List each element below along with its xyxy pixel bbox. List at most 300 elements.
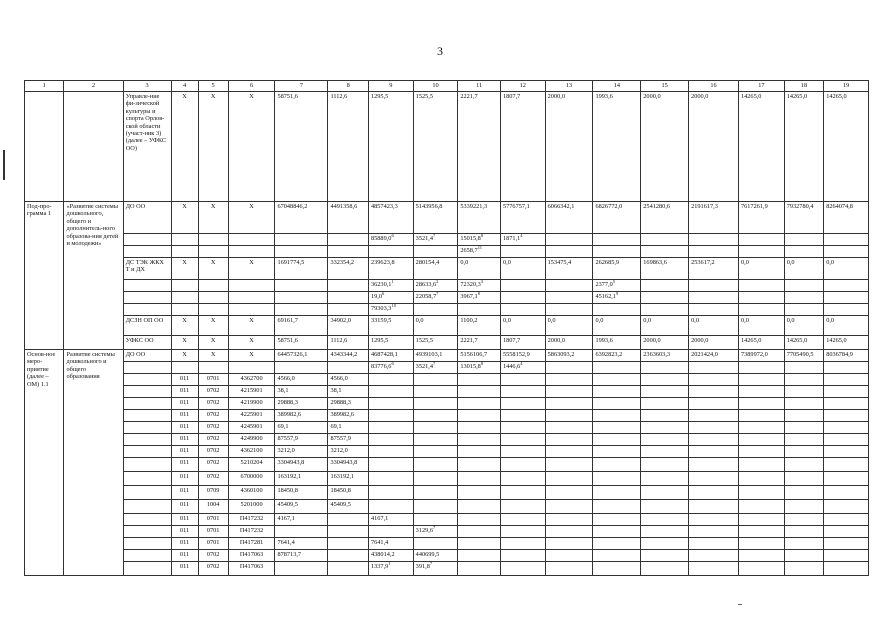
executor-cell — [123, 292, 171, 304]
cell-value: «Развитие системы дошкольного, общего и дополнитель-ного образова-ния детей и молодежи» — [66, 203, 119, 248]
value-cell — [413, 486, 458, 500]
value-cell — [545, 202, 593, 234]
cell-value: 87557,9 — [330, 435, 351, 442]
cell-value: 011 — [179, 515, 190, 522]
table-row — [25, 422, 869, 434]
cell-value: 14265,0 — [826, 93, 847, 100]
cell-value: 011 — [179, 435, 190, 442]
cell-value: 1446,6 — [502, 363, 521, 370]
value-cell — [500, 336, 545, 350]
column-header — [64, 81, 123, 92]
column-header — [368, 81, 413, 92]
cell-value: 0701 — [206, 375, 220, 382]
value-cell — [593, 514, 641, 526]
value-cell — [500, 202, 545, 234]
value-cell — [368, 202, 413, 234]
column-number-row — [25, 81, 869, 92]
value-cell — [545, 458, 593, 472]
value-cell — [545, 362, 593, 374]
value-cell — [500, 92, 545, 202]
executor-cell — [123, 258, 171, 280]
value-cell — [328, 398, 369, 410]
value-cell — [593, 398, 641, 410]
value-cell — [413, 434, 458, 446]
value-cell — [228, 398, 275, 410]
value-cell — [689, 304, 739, 316]
value-cell — [500, 374, 545, 386]
value-cell — [275, 486, 328, 500]
value-cell — [275, 92, 328, 202]
cell-value: 011 — [179, 487, 190, 494]
cell-value: 2377,0 — [595, 281, 613, 288]
value-cell — [641, 92, 689, 202]
value-cell — [500, 458, 545, 472]
value-cell — [545, 92, 593, 202]
value-cell — [593, 336, 641, 350]
value-cell — [689, 246, 739, 258]
cell-value: 2221,7 — [460, 337, 478, 344]
value-cell — [368, 446, 413, 458]
table-row — [25, 292, 869, 304]
column-header — [545, 81, 593, 92]
cell-value: 0702 — [206, 459, 220, 466]
value-cell — [458, 526, 501, 538]
value-cell — [738, 386, 784, 398]
value-cell — [689, 258, 739, 280]
cell-value: 18 — [800, 82, 808, 89]
value-cell — [500, 386, 545, 398]
page-number: 3 — [437, 44, 443, 58]
column-header — [198, 81, 228, 92]
value-cell — [328, 350, 369, 362]
value-cell — [500, 234, 545, 246]
cell-value: 4687428,1 — [370, 351, 398, 358]
cell-value: X — [182, 351, 187, 358]
value-cell — [275, 258, 328, 280]
value-cell — [738, 304, 784, 316]
cell-value: 0702 — [206, 551, 220, 558]
value-cell — [689, 514, 739, 526]
value-cell — [545, 316, 593, 336]
value-cell — [275, 422, 328, 434]
value-cell — [641, 514, 689, 526]
cell-value: 4566,0 — [330, 375, 348, 382]
value-cell — [784, 280, 823, 292]
value-cell — [275, 538, 328, 550]
column-header — [689, 81, 739, 92]
footnote-ref: 4 — [520, 361, 523, 366]
value-cell — [198, 336, 228, 350]
value-cell — [641, 304, 689, 316]
value-cell — [458, 362, 501, 374]
value-cell — [171, 562, 198, 576]
value-cell — [689, 422, 739, 434]
value-cell — [738, 280, 784, 292]
value-cell — [738, 458, 784, 472]
value-cell — [641, 434, 689, 446]
value-cell — [171, 234, 198, 246]
value-cell — [784, 246, 823, 258]
value-cell — [593, 362, 641, 374]
executor-cell — [123, 562, 171, 576]
program-cell — [25, 202, 64, 350]
value-cell — [784, 386, 823, 398]
value-cell — [545, 374, 593, 386]
value-cell — [500, 434, 545, 446]
column-header — [328, 81, 369, 92]
cell-value: 4491358,6 — [330, 203, 358, 210]
cell-value: 011 — [179, 551, 190, 558]
footnote-ref: 8 — [480, 361, 484, 366]
value-cell — [275, 410, 328, 422]
value-cell — [500, 350, 545, 362]
value-cell — [171, 486, 198, 500]
value-cell — [593, 374, 641, 386]
value-cell — [738, 336, 784, 350]
value-cell — [784, 316, 823, 336]
value-cell — [458, 550, 501, 562]
value-cell — [171, 350, 198, 362]
value-cell — [368, 292, 413, 304]
table-row — [25, 472, 869, 486]
value-cell — [328, 374, 369, 386]
value-cell — [228, 336, 275, 350]
value-cell — [458, 234, 501, 246]
executor-cell — [123, 446, 171, 458]
cell-value: П417281 — [239, 539, 264, 546]
value-cell — [738, 562, 784, 576]
cell-value: 0,0 — [547, 317, 556, 324]
value-cell — [198, 246, 228, 258]
cell-value: 280154,4 — [415, 259, 440, 266]
value-cell — [545, 486, 593, 500]
cell-value: 0702 — [206, 399, 220, 406]
value-cell — [593, 458, 641, 472]
cell-value: 3521,4 — [415, 363, 433, 370]
value-cell — [328, 472, 369, 486]
footnote-ref: 10 — [391, 303, 396, 308]
executor-cell — [123, 386, 171, 398]
value-cell — [228, 234, 275, 246]
cell-value: 29888,3 — [277, 399, 298, 406]
value-cell — [689, 410, 739, 422]
program-title-cell — [64, 202, 123, 350]
value-cell — [198, 514, 228, 526]
value-cell — [545, 398, 593, 410]
value-cell — [500, 258, 545, 280]
cell-value: 2363603,3 — [643, 351, 671, 358]
executor-cell — [123, 316, 171, 336]
cell-value: 4857423,3 — [370, 203, 398, 210]
cell-value: 262685,9 — [595, 259, 620, 266]
value-cell — [784, 398, 823, 410]
value-cell — [593, 538, 641, 550]
cell-value: 153475,4 — [547, 259, 572, 266]
cell-value: 16 — [710, 82, 717, 89]
value-cell — [198, 446, 228, 458]
value-cell — [784, 458, 823, 472]
footnote-ref: 1 — [388, 561, 391, 566]
value-cell — [413, 234, 458, 246]
value-cell — [641, 526, 689, 538]
value-cell — [171, 472, 198, 486]
value-cell — [368, 246, 413, 258]
value-cell — [784, 526, 823, 538]
cell-value: 4167,1 — [277, 515, 295, 522]
program-cell — [25, 350, 64, 576]
value-cell — [171, 258, 198, 280]
value-cell — [368, 258, 413, 280]
value-cell — [784, 446, 823, 458]
value-cell — [784, 410, 823, 422]
value-cell — [824, 550, 869, 562]
value-cell — [328, 202, 369, 234]
value-cell — [171, 92, 198, 202]
cell-value: X — [182, 203, 187, 210]
cell-value: 34902,0 — [330, 317, 351, 324]
executor-cell — [123, 550, 171, 562]
cell-value: 0702 — [206, 563, 220, 570]
value-cell — [689, 398, 739, 410]
value-cell — [275, 398, 328, 410]
value-cell — [545, 538, 593, 550]
footnote-ref: 8 — [477, 291, 480, 296]
footnote-ref: 6 — [391, 361, 394, 366]
value-cell — [641, 410, 689, 422]
value-cell — [368, 562, 413, 576]
value-cell — [500, 500, 545, 514]
cell-value: 7641,4 — [277, 539, 295, 546]
column-header — [641, 81, 689, 92]
value-cell — [824, 386, 869, 398]
value-cell — [824, 446, 869, 458]
cell-value: 4215901 — [240, 387, 263, 394]
cell-value: 5201000 — [240, 501, 263, 508]
value-cell — [413, 292, 458, 304]
table-row — [25, 336, 869, 350]
column-header — [413, 81, 458, 92]
value-cell — [458, 202, 501, 234]
cell-value: 4249900 — [240, 435, 263, 442]
executor-cell — [123, 374, 171, 386]
value-cell — [171, 526, 198, 538]
cell-value: 878713,7 — [277, 551, 302, 558]
value-cell — [641, 562, 689, 576]
value-cell — [545, 550, 593, 562]
value-cell — [413, 258, 458, 280]
value-cell — [500, 398, 545, 410]
cell-value: 67048846,2 — [277, 203, 308, 210]
value-cell — [368, 514, 413, 526]
value-cell — [500, 304, 545, 316]
cell-value: 8 — [346, 82, 350, 89]
cell-value: 14265,0 — [786, 337, 808, 344]
value-cell — [458, 458, 501, 472]
value-cell — [171, 458, 198, 472]
value-cell — [593, 246, 641, 258]
value-cell — [824, 458, 869, 472]
value-cell — [593, 472, 641, 486]
value-cell — [593, 446, 641, 458]
value-cell — [824, 362, 869, 374]
value-cell — [593, 258, 641, 280]
value-cell — [328, 514, 369, 526]
cell-value: 29888,3 — [330, 399, 351, 406]
table-row — [25, 500, 869, 514]
value-cell — [275, 472, 328, 486]
footnote-ref: 6 — [391, 233, 394, 238]
value-cell — [738, 202, 784, 234]
cell-value: 2221,7 — [460, 93, 478, 100]
value-cell — [228, 246, 275, 258]
value-cell — [328, 434, 369, 446]
program-title-cell — [64, 350, 123, 576]
value-cell — [328, 446, 369, 458]
value-cell — [413, 280, 458, 292]
value-cell — [689, 500, 739, 514]
value-cell — [368, 486, 413, 500]
cell-value: 2191617,3 — [691, 203, 718, 210]
value-cell — [328, 386, 369, 398]
cell-value: X — [249, 93, 254, 100]
cell-value: 13 — [565, 82, 573, 89]
value-cell — [500, 246, 545, 258]
cell-value: 7932780,4 — [786, 203, 814, 210]
value-cell — [275, 292, 328, 304]
value-cell — [458, 410, 501, 422]
cell-value: 79303,3 — [370, 305, 392, 312]
executor-cell — [123, 92, 171, 202]
table-row — [25, 316, 869, 336]
value-cell — [784, 258, 823, 280]
cell-value: 4245901 — [240, 423, 263, 430]
value-cell — [458, 374, 501, 386]
cell-value: 0,0 — [415, 317, 424, 324]
cell-value: 45409,5 — [277, 501, 298, 508]
cell-value: Основ-ное меро-приятие (далее – ОМ) 1.1 — [27, 351, 56, 388]
value-cell — [593, 410, 641, 422]
value-cell — [171, 514, 198, 526]
value-cell — [738, 526, 784, 538]
cell-value: 17 — [758, 82, 765, 89]
value-cell — [689, 202, 739, 234]
value-cell — [171, 362, 198, 374]
cell-value: 19,0 — [370, 293, 383, 300]
value-cell — [824, 350, 869, 362]
value-cell — [413, 202, 458, 234]
value-cell — [593, 386, 641, 398]
cell-value: X — [210, 337, 216, 344]
value-cell — [275, 280, 328, 292]
value-cell — [641, 292, 689, 304]
footnote-ref: 3 — [480, 279, 484, 284]
value-cell — [228, 292, 275, 304]
value-cell — [689, 386, 739, 398]
value-cell — [198, 472, 228, 486]
value-cell — [328, 550, 369, 562]
value-cell — [198, 202, 228, 234]
cell-value: 45162,1 — [595, 293, 616, 300]
cell-value: 85889,0 — [370, 235, 392, 242]
value-cell — [368, 526, 413, 538]
value-cell — [738, 500, 784, 514]
value-cell — [275, 362, 328, 374]
value-cell — [689, 538, 739, 550]
value-cell — [500, 422, 545, 434]
column-header — [824, 81, 869, 92]
cell-value: 0709 — [206, 487, 220, 494]
value-cell — [198, 538, 228, 550]
value-cell — [275, 374, 328, 386]
cell-value: УФКС ОО — [125, 337, 154, 344]
value-cell — [824, 292, 869, 304]
value-cell — [824, 500, 869, 514]
value-cell — [328, 292, 369, 304]
cell-value: ДС ТЭК ЖКХ Т и ДХ — [125, 259, 164, 274]
value-cell — [689, 446, 739, 458]
cell-value: 9 — [389, 82, 393, 89]
table-row — [25, 526, 869, 538]
value-cell — [784, 486, 823, 500]
value-cell — [368, 316, 413, 336]
value-cell — [228, 202, 275, 234]
value-cell — [413, 562, 458, 576]
value-cell — [368, 538, 413, 550]
cell-value: 169863,6 — [643, 259, 667, 266]
empty-cell — [25, 92, 64, 202]
value-cell — [198, 398, 228, 410]
value-cell — [228, 526, 275, 538]
value-cell — [593, 92, 641, 202]
value-cell — [545, 258, 593, 280]
value-cell — [368, 458, 413, 472]
value-cell — [413, 446, 458, 458]
table-row — [25, 398, 869, 410]
value-cell — [500, 538, 545, 550]
table-row — [25, 410, 869, 422]
value-cell — [413, 422, 458, 434]
value-cell — [171, 336, 198, 350]
value-cell — [198, 386, 228, 398]
cell-value: 332354,2 — [330, 259, 355, 266]
value-cell — [458, 386, 501, 398]
value-cell — [228, 550, 275, 562]
value-cell — [641, 500, 689, 514]
cell-value: П417232 — [239, 527, 264, 534]
cell-value: 58751,6 — [277, 93, 298, 100]
value-cell — [824, 514, 869, 526]
cell-value: 5156106,7 — [460, 351, 488, 358]
executor-cell — [123, 472, 171, 486]
value-cell — [784, 374, 823, 386]
value-cell — [689, 280, 739, 292]
value-cell — [458, 280, 501, 292]
table-row — [25, 434, 869, 446]
value-cell — [593, 234, 641, 246]
value-cell — [500, 514, 545, 526]
executor-cell — [123, 304, 171, 316]
cell-value: 0701 — [206, 539, 220, 546]
value-cell — [738, 292, 784, 304]
cell-value: 1525,5 — [415, 93, 433, 100]
cell-value: 011 — [179, 563, 190, 570]
cell-value: 69161,7 — [277, 317, 298, 324]
value-cell — [784, 500, 823, 514]
value-cell — [171, 538, 198, 550]
value-cell — [500, 316, 545, 336]
value-cell — [228, 486, 275, 500]
value-cell — [593, 292, 641, 304]
